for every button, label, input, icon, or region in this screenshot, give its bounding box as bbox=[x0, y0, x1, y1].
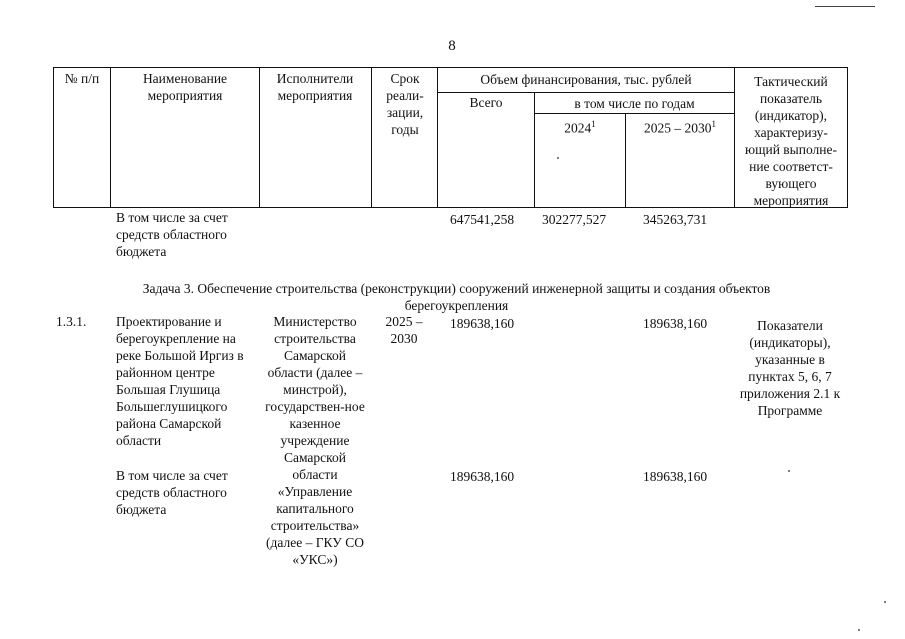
budget-row-2025: 345263,731 bbox=[643, 212, 708, 227]
item-term: 2025 – 2030 bbox=[385, 314, 423, 346]
header-year-b: 2025 – 2030$^1$ bbox=[644, 119, 716, 136]
top-rule bbox=[815, 6, 875, 7]
item-budget-2025: 189638,160 bbox=[643, 469, 708, 484]
item-budget-label: В том числе за счет средств областного бюджета bbox=[116, 468, 228, 517]
item-2025: 189638,160 bbox=[643, 316, 708, 331]
header-executors: Исполнители мероприятия bbox=[276, 71, 354, 103]
header-by-years: в том числе по годам bbox=[574, 96, 695, 111]
item-name: Проектирование и берегоукрепление на реке Большой Иргиз в районном центре Большая Глушица Большеглушицкого района Самарской области bbox=[116, 314, 244, 448]
item-number: 1.3.1. bbox=[56, 314, 87, 329]
scan-speck bbox=[884, 601, 886, 603]
item-executors: Министерство строительства Самарской области (далее – минстрой), государствен-ное казенное учреждение Самарской области «Управление капитального строительства» (далее – ГКУ СО «УКС») bbox=[265, 314, 365, 567]
header-year-a: 2024$^1$ bbox=[564, 119, 596, 136]
scan-speck bbox=[788, 470, 790, 472]
task-title: Задача 3. Обеспечение строительства (реконструкции) сооружений инженерной защиты и создания объектов берегоукрепления bbox=[142, 281, 771, 313]
item-budget-total: 189638,160 bbox=[450, 469, 515, 484]
budget-row-total: 647541,258 bbox=[450, 212, 515, 227]
header-name: Наименование мероприятия bbox=[142, 71, 228, 103]
page-number: 8 bbox=[448, 38, 456, 54]
header-total: Всего bbox=[469, 95, 503, 110]
header-cell-num bbox=[53, 67, 111, 208]
header-funding: Объем финансирования, тыс. рублей bbox=[480, 72, 692, 87]
budget-row-label: В том числе за счет средств областного бюджета bbox=[116, 210, 228, 259]
budget-row-2024: 302277,527 bbox=[542, 212, 607, 227]
header-term: Срок реали-зации, годы bbox=[386, 71, 424, 137]
item-indicator: Показатели (индикаторы), указанные в пунктах 5, 6, 7 приложения 2.1 к Программе bbox=[739, 318, 841, 418]
scan-speck bbox=[858, 629, 860, 631]
scan-speck bbox=[557, 157, 559, 159]
header-indicator: Тактический показатель (индикатор), характеризу-ющий выполне-ние соответст-вующего мероприятия bbox=[745, 74, 837, 208]
item-total: 189638,160 bbox=[450, 316, 515, 331]
header-num: № п/п bbox=[64, 71, 100, 86]
